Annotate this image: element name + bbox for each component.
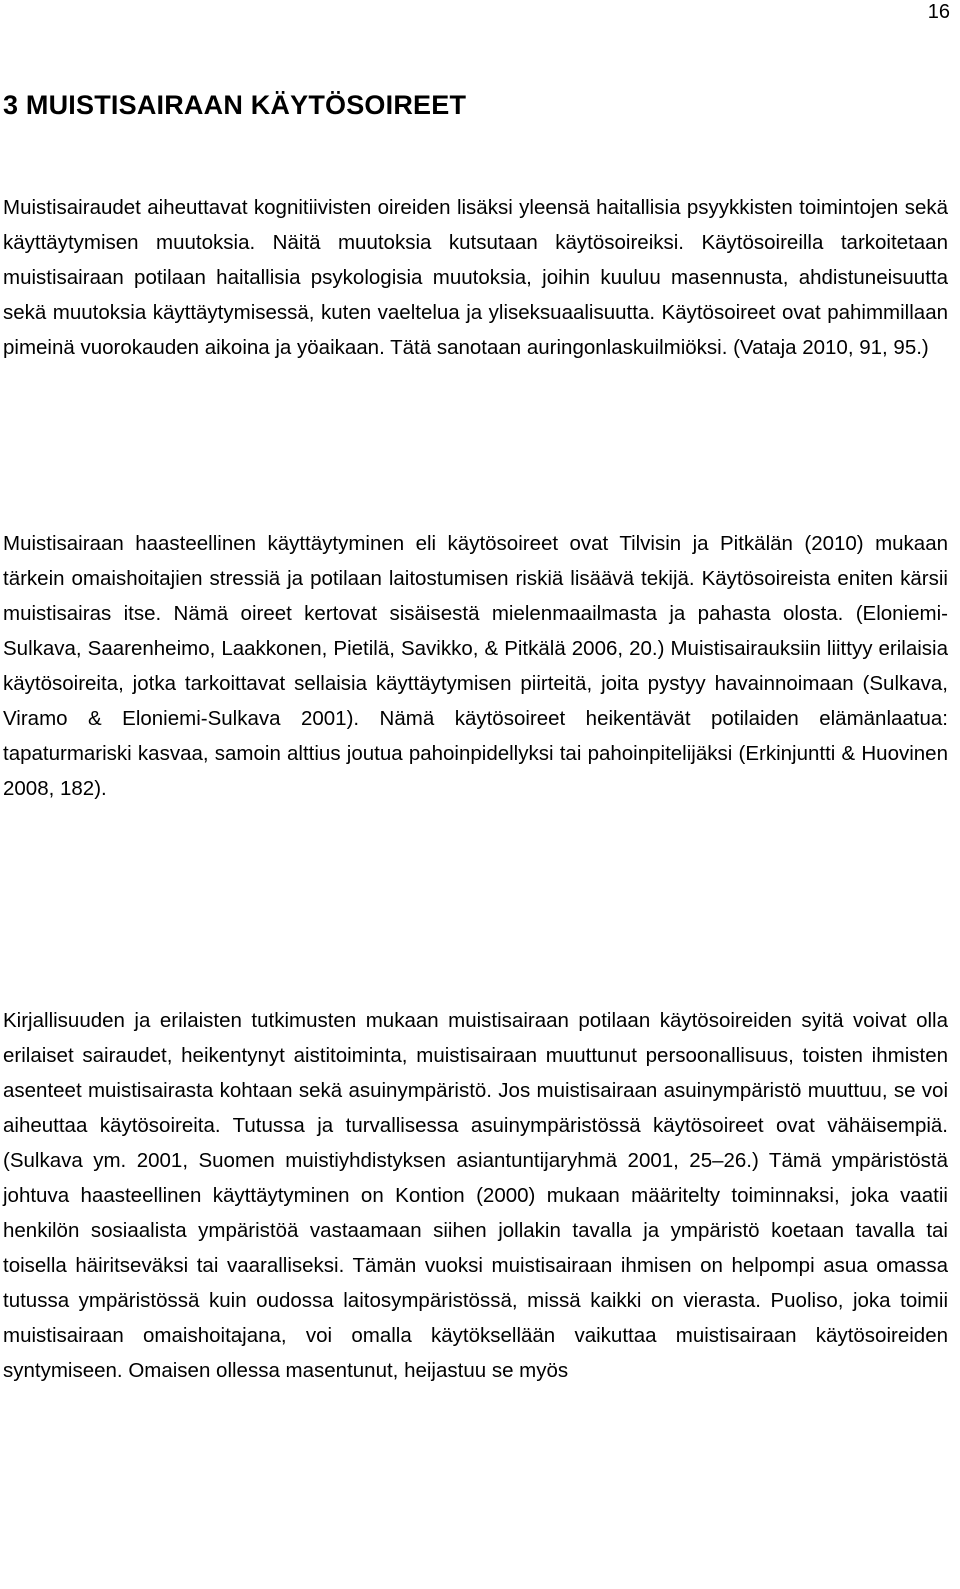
paragraph-1: Muistisairaudet aiheuttavat kognitiivisten oireiden lisäksi yleensä haitallisia psyykkisten toimintojen sekä käyttäytymisen muutoksia. Näitä muutoksia kutsutaan käytösoireiksi. Käytösoireilla tarkoitetaan muistisairaan potilaan haitallisia psykologisia muutoksia, joihin kuuluu masennusta, ahdistuneisuutta sekä muutoksia käyttäytymisessä, kuten vaeltelua ja yliseksuaalisuutta. Käytösoireet ovat pahimmillaan pimeinä vuorokauden aikoina ja yöaikaan. Tätä sanotaan auringonlaskuilmiöksi. (Vataja 2010, 91, 95.) [3, 196, 948, 359]
page-number: 16 [927, 1, 950, 23]
paragraph-2: Muistisairaan haasteellinen käyttäytyminen eli käytösoireet ovat Tilvisin ja Pitkälän (2010) mukaan tärkein omaishoitajien stressiä ja potilaan laitostumisen riskiä lisäävä tekijä. Käytösoireista eniten kärsii muistisairas itse. Nämä oireet kertovat sisäisestä mielenmaailmasta ja pahasta olosta. (Eloniemi-Sulkava, Saarenheimo, Laakkonen, Pietilä, Savikko, & Pitkälä 2006, 20.) Muistisairauksiin liittyy erilaisia käytösoireita, jotka tarkoittavat sellaisia käyttäytymisen piirteitä, joita pystyy havainnoimaan (Sulkava, Viramo & Eloniemi-Sulkava 2001). Nämä käytösoireet heikentävät potilaiden elämänlaatua: tapaturmariski kasvaa, samoin alttius joutua pahoinpidellyksi tai pahoinpitelijäksi (Erkinjuntti & Huovinen 2008, 182). [3, 532, 948, 800]
paragraph-3: Kirjallisuuden ja erilaisten tutkimusten mukaan muistisairaan potilaan käytösoireiden syitä voivat olla erilaiset sairaudet, heikentynyt aistitoiminta, muistisairaan muuttunut persoonallisuus, toisten ihmisten asenteet muistisairasta kohtaan sekä asuinympäristö. Jos muistisairaan asuinympäristö muuttuu, se voi aiheuttaa käytösoireita. Tutussa ja turvallisessa asuinympäristössä käytösoireet ovat vähäisempiä. (Sulkava ym. 2001, Suomen muistiyhdistyksen asiantuntijaryhmä 2001, 25–26.) Tämä ympäristöstä johtuva haasteellinen käyttäytyminen on Kontion (2000) mukaan määritelty toiminnaksi, joka vaatii henkilön sosiaalista ympäristöä vastaamaan siihen jollakin tavalla ja ympäristö koetaan tavalla tai toisella häiritseväksi tai vaaralliseksi. Tämän vuoksi muistisairaan ihmisen on helpompi asua omassa tutussa ympäristössä kuin oudossa laitosympäristössä, missä kaikki on vierasta. Puoliso, joka toimii muistisairaan omaishoitajana, voi omalla käytöksellään vaikuttaa muistisairaan käytösoireiden syntymiseen. Omaisen ollessa masentunut, heijastuu se myös [3, 1009, 948, 1382]
section-heading: 3 MUISTISAIRAAN KÄYTÖSOIREET [3, 90, 467, 120]
